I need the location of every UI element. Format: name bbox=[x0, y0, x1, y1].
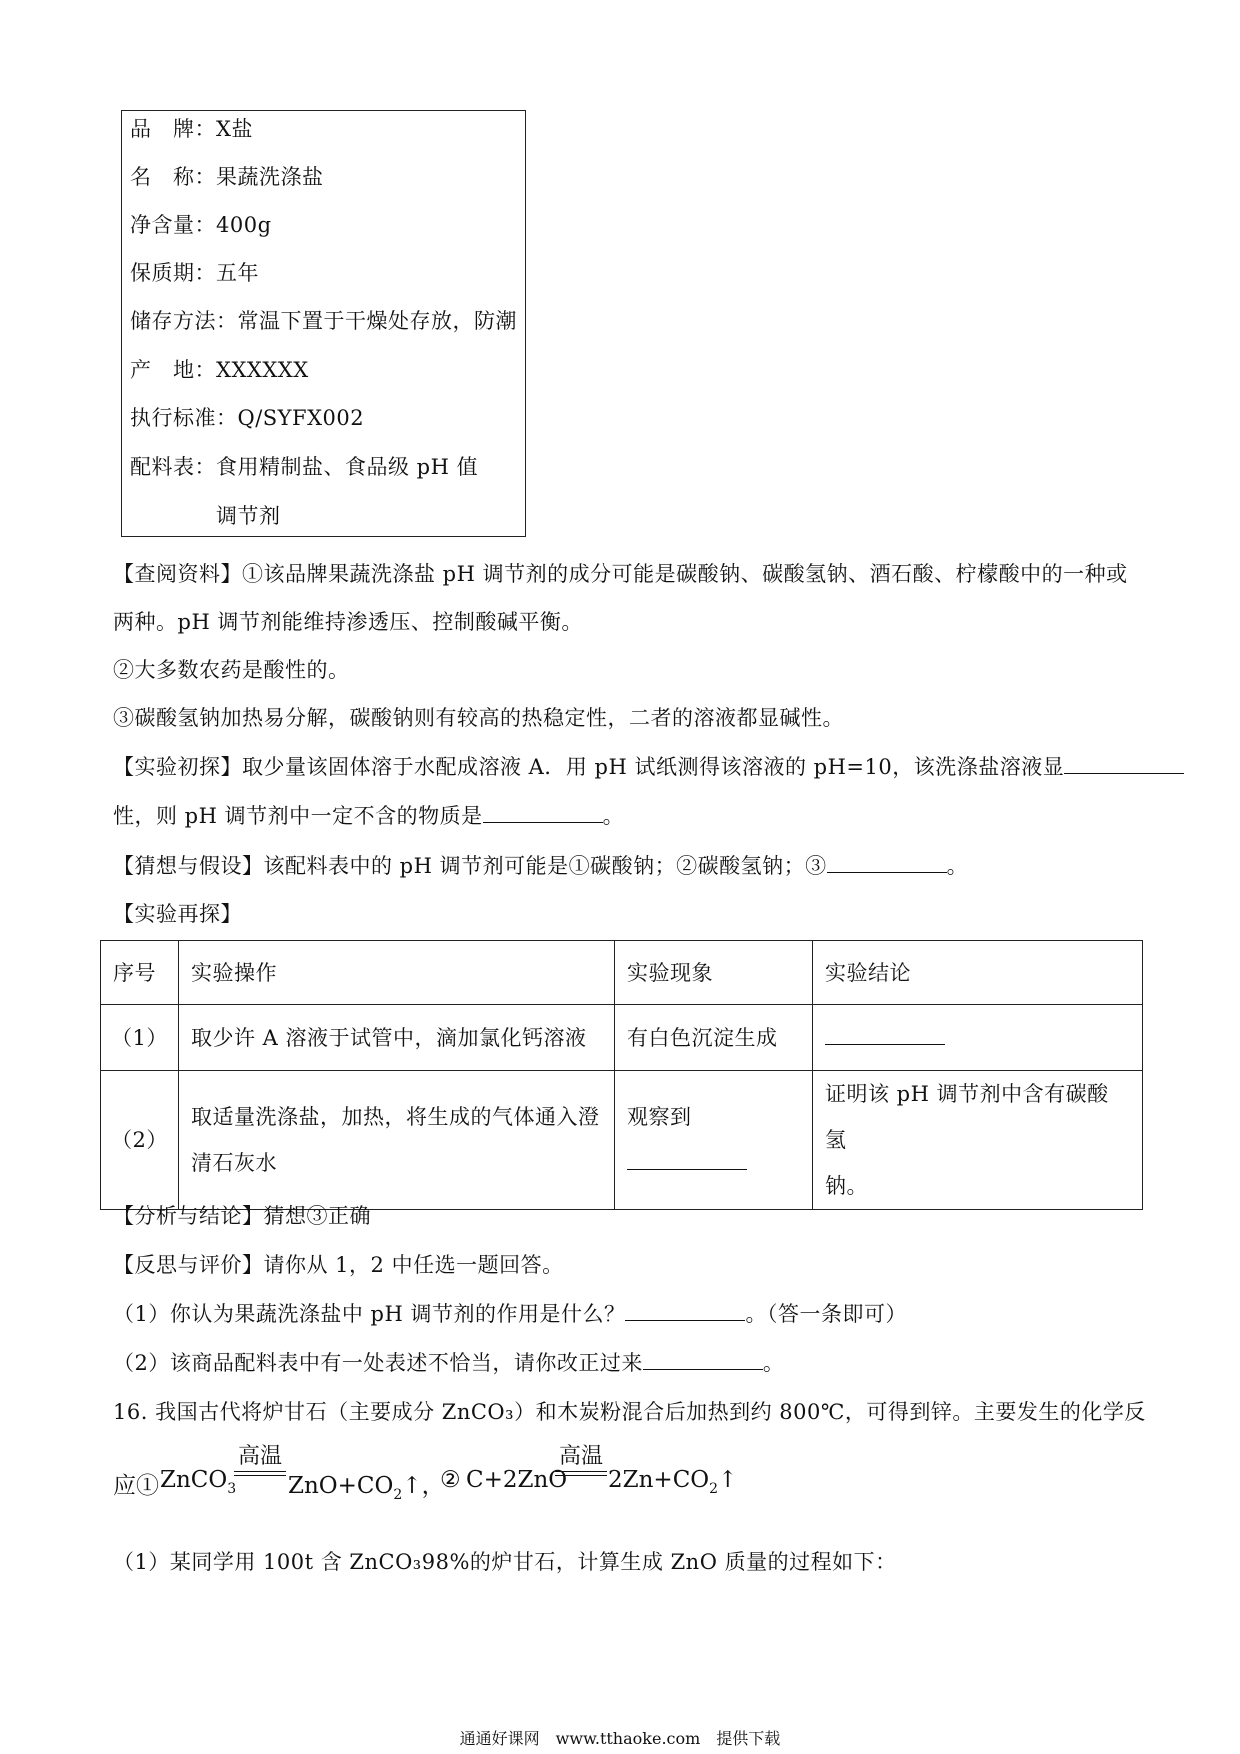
equation-1-reactant bbox=[160, 1467, 237, 1497]
question-2-end: 。 bbox=[762, 1351, 785, 1375]
label-row-ingredients bbox=[130, 451, 478, 481]
table-cell-observation bbox=[615, 1071, 813, 1210]
page-footer: 通通好课网 www.tthaoke.com 提供下载 bbox=[459, 1729, 781, 1748]
condition-text: 高温 bbox=[237, 1444, 282, 1469]
problem-16-line: 16. 我国古代将炉甘石（主要成分 ZnCO₃）和木炭粉混合后加热到约 800℃，可得到锌。主要发生的化学反 bbox=[113, 1400, 1146, 1424]
label-key: 名 称： bbox=[130, 165, 216, 189]
question-2-line bbox=[113, 1347, 1133, 1377]
gas-arrow: ↑ bbox=[718, 1467, 738, 1493]
operation-line-a: 取适量洗涤盐，加热，将生成的气体通入澄 bbox=[191, 1105, 600, 1129]
table-cell-no: （1） bbox=[101, 1005, 179, 1071]
table-cell-conclusion bbox=[813, 1005, 1143, 1071]
question-1-end: 。（答一条即可） bbox=[745, 1302, 907, 1326]
re-explore-heading: 【实验再探】 bbox=[113, 902, 242, 926]
equation-prefix: 应① bbox=[113, 1473, 159, 1499]
product-label-box bbox=[121, 110, 526, 537]
experiment-table bbox=[100, 940, 1143, 1210]
equation-2-marker: ② bbox=[440, 1467, 461, 1493]
label-value: X盐 bbox=[216, 117, 253, 141]
label-value: 果蔬洗涤盐 bbox=[216, 165, 324, 189]
hypothesis-text: 【猜想与假设】该配料表中的 pH 调节剂可能是①碳酸钠；②碳酸氢钠；③ bbox=[113, 854, 827, 878]
condition-text: 高温 bbox=[558, 1444, 603, 1469]
label-value: 400g bbox=[216, 213, 272, 237]
double-line-arrow bbox=[234, 1471, 286, 1476]
answer-blank bbox=[1064, 772, 1184, 774]
explore-text-b2: 。 bbox=[602, 804, 625, 828]
explore-line-a bbox=[113, 751, 1133, 781]
answer-blank bbox=[483, 821, 603, 823]
calculation-prompt-line: （1）某同学用 100t 含 ZnCO₃98%的炉甘石，计算生成 ZnO 质量的过程如下： bbox=[113, 1550, 897, 1574]
table-cell-conclusion bbox=[813, 1071, 1143, 1210]
subscript: 3 bbox=[227, 1481, 237, 1497]
analysis-line: 【分析与结论】猜想③正确 bbox=[113, 1204, 371, 1228]
label-row-shelf-life bbox=[130, 257, 259, 287]
label-key: 净含量： bbox=[130, 213, 216, 237]
table-cell-operation bbox=[179, 1071, 615, 1210]
label-row-ingredients-cont: 调节剂 bbox=[216, 504, 281, 528]
answer-blank bbox=[643, 1368, 763, 1370]
table-header-cell: 实验操作 bbox=[179, 941, 615, 1005]
label-key: 储存方法： bbox=[130, 309, 238, 333]
gas-arrow: ↑， bbox=[402, 1473, 445, 1499]
explore-line-b bbox=[113, 800, 1133, 830]
reflect-line: 【反思与评价】请你从 1，2 中任选一题回答。 bbox=[113, 1253, 564, 1277]
table-header-cell: 实验结论 bbox=[813, 941, 1143, 1005]
table-row bbox=[101, 1005, 1143, 1071]
double-line-arrow bbox=[555, 1471, 607, 1476]
label-row-storage bbox=[130, 305, 517, 335]
label-value: Q/SYFX002 bbox=[237, 406, 365, 430]
equation-2-product bbox=[608, 1467, 738, 1497]
observation-line-b bbox=[627, 1140, 800, 1186]
table-row bbox=[101, 1071, 1143, 1210]
label-value: XXXXXX bbox=[216, 358, 309, 382]
label-key: 执行标准： bbox=[130, 406, 238, 430]
label-value: 食用精制盐、食品级 pH 值 bbox=[216, 455, 479, 479]
table-cell-operation: 取少许 A 溶液于试管中，滴加氯化钙溶液 bbox=[179, 1005, 615, 1071]
equation-2-reactant: C+2ZnO bbox=[466, 1467, 568, 1493]
observation-line-a: 观察到 bbox=[627, 1105, 692, 1129]
question-2-text: （2）该商品配料表中有一处表述不恰当，请你改正过来 bbox=[113, 1351, 643, 1375]
table-cell-no: （2） bbox=[101, 1071, 179, 1210]
label-key: 产 地： bbox=[130, 358, 216, 382]
label-row-name bbox=[130, 161, 324, 191]
answer-blank bbox=[827, 871, 947, 873]
label-key: 配料表： bbox=[130, 455, 216, 479]
answer-blank bbox=[825, 1043, 945, 1045]
info-line-1a: 【查阅资料】①该品牌果蔬洗涤盐 pH 调节剂的成分可能是碳酸钠、碳酸氢钠、酒石酸、柠檬酸中的一种或 bbox=[113, 562, 1128, 586]
hypothesis-end: 。 bbox=[946, 854, 969, 878]
label-row-brand bbox=[130, 113, 253, 143]
explore-text-b1: 性，则 pH 调节剂中一定不含的物质是 bbox=[113, 804, 483, 828]
conclusion-line-a: 证明该 pH 调节剂中含有碳酸氢 bbox=[825, 1082, 1109, 1152]
reaction-condition-2 bbox=[555, 1446, 607, 1476]
info-line-3: ③碳酸氢钠加热易分解，碳酸钠则有较高的热稳定性，二者的溶液都显碱性。 bbox=[113, 706, 844, 730]
label-key: 保质期： bbox=[130, 261, 216, 285]
formula-text: 2Zn+CO bbox=[608, 1467, 710, 1493]
table-header-cell: 实验现象 bbox=[615, 941, 813, 1005]
label-row-net-weight bbox=[130, 209, 272, 239]
question-1-line bbox=[113, 1298, 1133, 1328]
subscript: 2 bbox=[393, 1487, 403, 1503]
table-header-cell: 序号 bbox=[101, 941, 179, 1005]
label-key: 品 牌： bbox=[130, 117, 216, 141]
info-line-2: ②大多数农药是酸性的。 bbox=[113, 658, 350, 682]
subscript: 2 bbox=[709, 1481, 719, 1497]
table-cell-observation: 有白色沉淀生成 bbox=[615, 1005, 813, 1071]
question-1-text: （1）你认为果蔬洗涤盐中 pH 调节剂的作用是什么？ bbox=[113, 1302, 626, 1326]
formula-text: ZnO+CO bbox=[288, 1473, 394, 1499]
answer-blank bbox=[627, 1168, 747, 1170]
formula-text: ZnCO bbox=[160, 1467, 228, 1493]
equation-1-product bbox=[288, 1467, 445, 1503]
info-line-1b: 两种。pH 调节剂能维持渗透压、控制酸碱平衡。 bbox=[113, 610, 583, 634]
label-row-origin bbox=[130, 354, 309, 384]
conclusion-line-b: 钠。 bbox=[825, 1174, 868, 1198]
hypothesis-line bbox=[113, 850, 1133, 880]
label-row-standard bbox=[130, 402, 364, 432]
explore-text-a: 【实验初探】取少量该固体溶于水配成溶液 A．用 pH 试纸测得该溶液的 pH=10，该洗涤盐溶液显 bbox=[113, 755, 1065, 779]
label-value: 常温下置于干燥处存放，防潮 bbox=[237, 309, 517, 333]
table-header-row bbox=[101, 941, 1143, 1005]
label-value: 五年 bbox=[216, 261, 259, 285]
answer-blank bbox=[625, 1319, 745, 1321]
operation-line-b: 清石灰水 bbox=[191, 1151, 277, 1175]
reaction-condition-1 bbox=[234, 1446, 286, 1476]
